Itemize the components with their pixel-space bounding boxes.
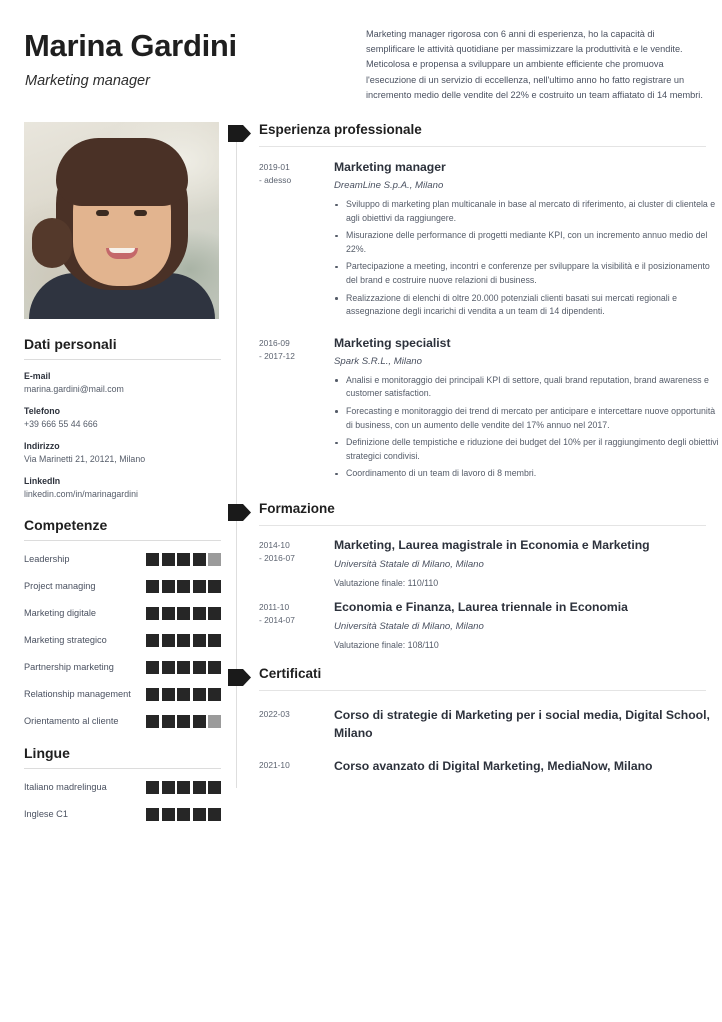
rating-box-filled [177,607,190,620]
photo-teeth [109,248,135,253]
entry-dates: 2014-10 - 2016-07 [259,539,295,563]
bullet-item: Sviluppo di marketing plan multicanale in base al mercato di riferimento, ai cluster di clientela e agli obiettivi da raggiungere. [334,198,722,225]
photo-hair-bun [32,218,72,268]
rating-box-filled [177,715,190,728]
entry-dates: 2016-09 - 2017-12 [259,337,295,361]
heading-rule [24,540,221,541]
rating-box-filled [162,808,175,821]
rating-box-filled [193,688,206,701]
bullet-item: Coordinamento di un team di lavoro di 8 membri. [334,467,722,481]
rating-box-filled [146,808,159,821]
rating-box-filled [193,808,206,821]
entry-title: Corso di strategie di Marketing per i social media, Digital School, Milano [334,707,710,740]
language-row [24,807,221,821]
section-title: Certificati [259,665,322,681]
rating-box-filled [162,607,175,620]
rating-box-filled [193,553,206,566]
rating-boxes [146,714,221,728]
rating-box-filled [177,580,190,593]
flag-marker-icon [228,503,252,523]
contact-item [24,476,221,500]
rating-box-filled [208,808,221,821]
entry-body [334,757,722,775]
section-languages [24,745,221,821]
entry-dates: 2022-03 [259,708,290,719]
sidebar [0,122,229,834]
entry-body [334,335,722,485]
photo-brow-left [94,201,111,204]
bullet-item: Realizzazione di elenchi di oltre 20.000 potenziali clienti basati sui mercati regionali e assegnazione degli incarichi di vendita a un team di 14 dipendenti. [334,292,722,319]
resume-header [0,0,722,122]
entry-body [334,537,722,588]
profile-summary: Marketing manager rigorosa con 6 anni di esperienza, ho la capacità di semplificare le attività quotidiane per massimizzare la produttività e le vendite. Meticolosa e propensa a sviluppare un ambiente efficiente che promuova l'esecuzione di un servizio di eccellenza, nell'ultimo anno ho fatto registrare un incremento medio delle vendite del 22% e costruito un team affiatato di 14 membri. [366,29,703,100]
language-name: Inglese C1 [24,809,68,819]
rating-boxes [146,660,221,674]
entry-subtitle: Università Statale di Milano, Milano [334,620,484,632]
bullet-item: Misurazione delle performance di progetti mediante KPI, con un incremento annuo medio del 22%. [334,229,722,256]
skill-name: Relationship management [24,689,131,699]
contact-value: marina.gardini@mail.com [24,384,124,394]
rating-box-filled [146,715,159,728]
candidate-name: Marina Gardini [24,28,237,63]
rating-box-filled [193,661,206,674]
skills-list [24,552,221,728]
section-personal-data [24,336,221,500]
photo-eye-left [96,210,109,216]
rating-box-empty [208,553,221,566]
bullet-item: Partecipazione a meeting, incontri e conferenze per sviluppare la visibilità e il posizionamento del brand e costruire nuove relazioni di business. [334,260,722,287]
rating-box-filled [162,688,175,701]
experience-entry [229,147,722,323]
rating-box-filled [177,634,190,647]
certificate-entries [229,691,722,775]
rating-boxes [146,552,221,566]
section-skills [24,517,221,728]
section-title: Esperienza professionale [259,122,422,137]
skill-name: Project managing [24,581,96,591]
photo-brow-right [132,201,149,204]
bullet-item: Analisi e monitoraggio dei principali KPI di settore, quali brand reputation, brand awareness e customer satisfaction. [334,374,722,401]
rating-box-filled [177,661,190,674]
flag-marker-icon [228,124,252,144]
section-education [229,501,722,650]
skill-row [24,552,221,566]
section-heading-skills: Competenze [24,517,108,533]
rating-boxes [146,780,221,794]
rating-box-filled [162,580,175,593]
rating-box-filled [193,715,206,728]
contact-label: Telefono [24,406,60,416]
entry-title: Marketing manager [334,160,446,174]
skill-row [24,714,221,728]
rating-box-filled [146,661,159,674]
education-entry [229,526,722,588]
entry-title: Economia e Finanza, Laurea triennale in Economia [334,599,628,614]
rating-box-filled [177,781,190,794]
section-experience [229,122,722,485]
rating-box-filled [208,688,221,701]
rating-box-filled [208,634,221,647]
entry-body [334,159,722,323]
rating-boxes [146,606,221,620]
entry-title: Corso avanzato di Digital Marketing, MediaNow, Milano [334,758,653,773]
skill-row [24,633,221,647]
rating-box-filled [146,688,159,701]
heading-rule [24,359,221,360]
skill-row [24,687,221,701]
portrait-photo [24,122,219,319]
language-row [24,780,221,794]
flag-marker-icon [228,668,252,688]
contact-list [24,371,221,500]
rating-boxes [146,807,221,821]
section-heading-personal-data: Dati personali [24,336,117,352]
entry-dates: 2011-10 - 2014-07 [259,601,295,625]
entry-bullets [334,198,722,319]
entry-note: Valutazione finale: 110/110 [334,577,439,588]
rating-box-filled [177,808,190,821]
certificate-entry [229,742,722,775]
heading-rule [24,768,221,769]
photo-eye-right [134,210,147,216]
rating-boxes [146,687,221,701]
skill-row [24,579,221,593]
contact-item [24,371,221,395]
rating-box-empty [208,715,221,728]
entry-title: Marketing specialist [334,335,451,350]
entry-subtitle: DreamLine S.p.A., Milano [334,180,444,191]
contact-value: Via Marinetti 21, 20121, Milano [24,454,146,464]
skill-name: Marketing strategico [24,635,107,645]
rating-box-filled [193,580,206,593]
rating-box-filled [208,580,221,593]
skill-name: Orientamento al cliente [24,716,119,726]
education-entry [229,588,722,650]
rating-boxes [146,633,221,647]
entry-subtitle: Università Statale di Milano, Milano [334,558,484,570]
section-certificates [229,666,722,775]
certificate-entry [229,691,722,742]
skill-row [24,606,221,620]
bullet-item: Forecasting e monitoraggio dei trend di mercato per anticipare e intercettare nuove opportunità di business, con un aumento delle vendite del 17% annuo nel 2017. [334,405,722,432]
candidate-job-title: Marketing manager [25,73,150,89]
section-title: Formazione [259,500,335,516]
rating-boxes [146,579,221,593]
entry-dates: 2019-01 - adesso [259,162,292,185]
experience-entry [229,323,722,485]
experience-entries [229,147,722,485]
contact-value: +39 666 55 44 666 [24,419,98,429]
languages-list [24,780,221,821]
skill-name: Marketing digitale [24,608,97,618]
rating-box-filled [162,634,175,647]
skill-name: Partnership marketing [24,662,114,672]
section-rule [259,146,706,147]
contact-label: LinkedIn [24,476,61,486]
rating-box-filled [146,580,159,593]
rating-box-filled [146,553,159,566]
rating-box-filled [208,661,221,674]
entry-bullets [334,374,722,481]
rating-box-filled [193,634,206,647]
rating-box-filled [193,607,206,620]
contact-label: Indirizzo [24,441,60,451]
language-name: Italiano madrelingua [24,782,107,792]
rating-box-filled [208,607,221,620]
rating-box-filled [146,607,159,620]
contact-label: E-mail [24,371,51,381]
section-header-experience [229,122,722,147]
rating-box-filled [162,553,175,566]
entry-dates: 2021-10 [259,759,290,770]
contact-item [24,406,221,430]
section-heading-languages: Lingue [24,745,70,761]
contact-value: linkedin.com/in/marinagardini [24,489,138,499]
rating-box-filled [162,715,175,728]
rating-box-filled [162,781,175,794]
entry-body [334,706,722,742]
education-entries [229,526,722,650]
rating-box-filled [177,553,190,566]
rating-box-filled [146,634,159,647]
entry-title: Marketing, Laurea magistrale in Economia e Marketing [334,537,650,552]
section-header-certificates [229,666,722,691]
skill-row [24,660,221,674]
photo-hair-front [56,138,188,206]
main-column [229,122,722,775]
section-rule [259,525,706,526]
rating-box-filled [146,781,159,794]
section-header-education [229,501,722,526]
section-rule [259,690,706,691]
entry-body [334,599,722,650]
rating-box-filled [193,781,206,794]
rating-box-filled [177,688,190,701]
contact-item [24,441,221,465]
rating-box-filled [208,781,221,794]
bullet-item: Definizione delle tempistiche e riduzione dei budget del 10% per il raggiungimento degli obiettivi strategici condivisi. [334,436,722,463]
rating-box-filled [162,661,175,674]
skill-name: Leadership [24,554,70,564]
entry-note: Valutazione finale: 108/110 [334,639,439,650]
entry-subtitle: Spark S.R.L., Milano [334,355,422,367]
